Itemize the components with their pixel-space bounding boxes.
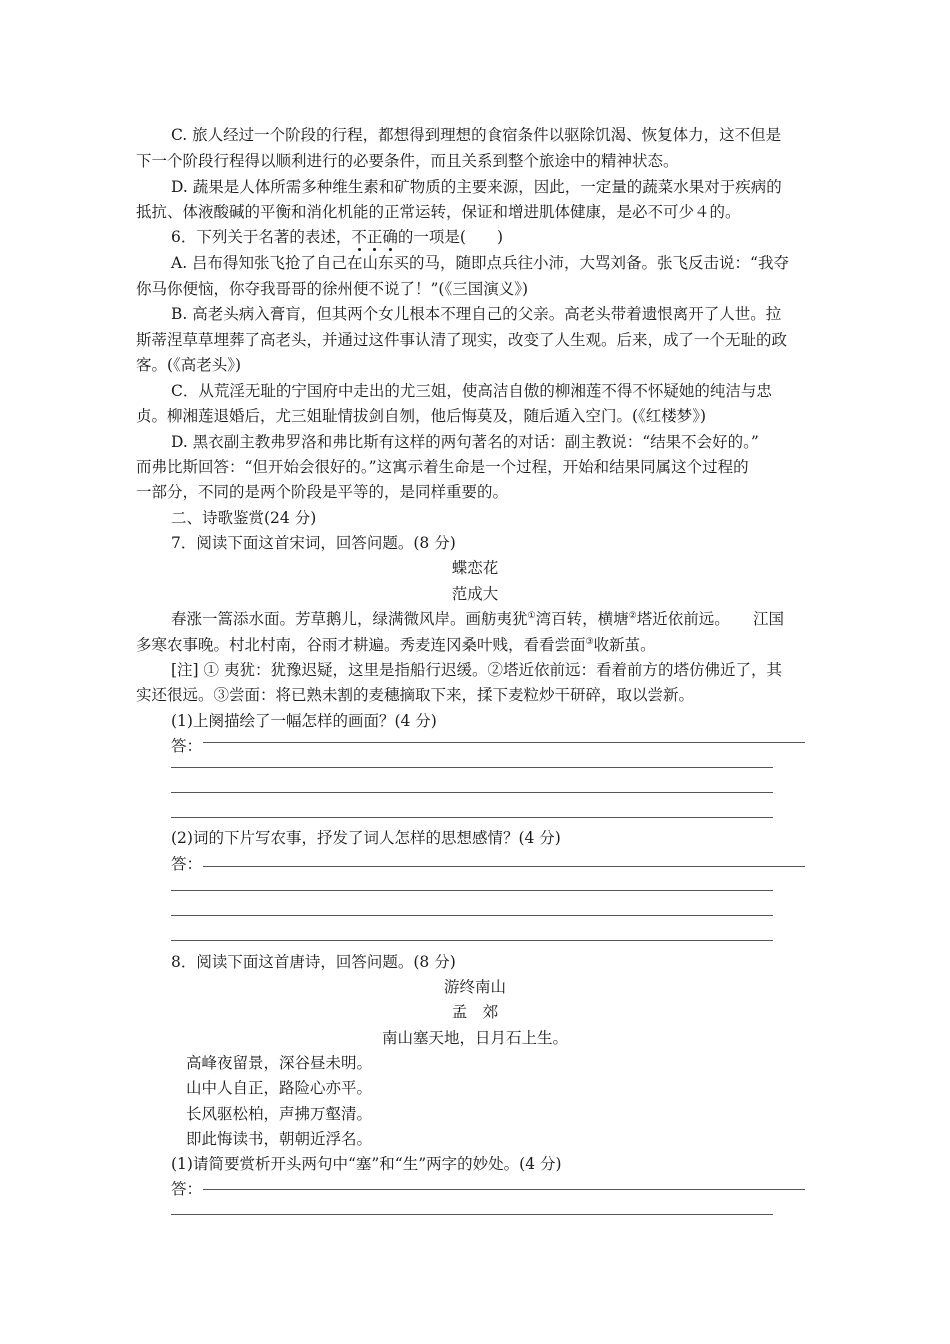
q7-note-line2: 实还很远。③尝面：将已熟未割的麦穗摘取下来，揉下麦粒炒干研碎，取以尝新。 [136, 686, 695, 704]
answer-line[interactable] [171, 940, 773, 941]
q7-poem-line1 [171, 608, 784, 630]
answer-line[interactable] [171, 915, 773, 916]
q5-option-c-line2: 下一个阶段行程得以顺利进行的必要条件，而且关系到整个旅途中的精神状态。 [136, 152, 679, 170]
q8-sub1: (1)请简要赏析开头两句中“塞”和“生”两字的妙处。(4 分) [171, 1155, 562, 1173]
q7-poem-line2 [136, 634, 656, 656]
q7-poem-author: 范成大 [451, 585, 499, 603]
q8-poem-line4: 长风驱松柏，声拂万壑清。 [186, 1105, 373, 1123]
q7-poem-line2-b: 收新茧。 [593, 636, 656, 654]
q6-stem-before: 6．下列关于名著的表述， [171, 228, 352, 246]
note-marker-2: ② [628, 611, 637, 621]
q6-option-a-line1: A. 吕布得知张飞抢了自己在山东买的马，随即点兵往小沛，大骂刘备。张飞反击说：“我夺 [171, 254, 789, 272]
section-heading-poetry: 二、诗歌鉴赏(24 分) [171, 509, 317, 527]
q7-stem: 7．阅读下面这首宋词，回答问题。(8 分) [171, 534, 456, 552]
q6-option-b-line1: B. 高老头病入膏肓，但其两个女儿根本不理自己的父亲。高老头带着遗恨离开了人世。拉 [171, 305, 782, 323]
q8-stem: 8．阅读下面这首唐诗，回答问题。(8 分) [171, 953, 456, 971]
q8-poem-title: 游终南山 [443, 978, 506, 996]
answer-label: 答： [171, 737, 203, 755]
q6-stem [171, 226, 503, 248]
note-marker-3: ③ [585, 637, 594, 647]
answer-line[interactable] [171, 1214, 773, 1215]
answer-label: 答： [171, 1180, 203, 1198]
q7-sub2: (2)词的下片写农事，抒发了词人怎样的思想感情？(4 分) [171, 829, 561, 847]
q7-poem-title: 蝶恋花 [451, 559, 499, 577]
q8-poem-line3: 山中人自正，路险心亦平。 [186, 1079, 373, 1097]
q7-sub1: (1)上阕描绘了一幅怎样的画面？(4 分) [171, 712, 437, 730]
q7-poem-line1-c: 塔近依前远。 江国 [636, 610, 784, 628]
q5-option-c-line1: C. 旅人经过一个阶段的行程，都想得到理想的食宿条件以驱除饥渴、恢复体力，这不但是 [171, 126, 782, 144]
q5-option-d-line2: 抵抗、体液酸碱的平衡和消化机能的正常运转，保证和增进肌体健康，是必不可少４的。 [136, 203, 741, 221]
q6-option-c-line2: 贞。柳湘莲退婚后，尤三姐耻情拔剑自刎，他后悔莫及，随后遁入空门。(《红楼梦》) [136, 407, 707, 425]
q6-option-a-line2: 你马你便恼，你夺我哥哥的徐州便不说了！”(《三国演义》) [136, 280, 529, 298]
emphasis-dot-char: 正 [366, 228, 383, 246]
q8-poem-line2: 高峰夜留景，深谷昼未明。 [186, 1054, 373, 1072]
answer-line[interactable] [171, 890, 773, 891]
answer-line[interactable] [203, 866, 805, 867]
q8-poem-author: 孟 郊 [451, 1003, 499, 1021]
q6-stem-after: 的一项是( ) [397, 228, 504, 246]
q7-note-line1: [注] ① 夷犹：犹豫迟疑，这里是指船行迟缓。②塔近依前远：看着前方的塔仿佛近了，其 [171, 661, 782, 679]
q7-poem-line2-a: 多寒农事晚。村北村南，谷雨才耕遍。秀麦连冈桑叶贱，看看尝面 [136, 636, 586, 654]
q6-option-b-line2: 斯蒂涅草草埋葬了高老头，并通过这件事认清了现实，改变了人生观。后来，成了一个无耻的政 [136, 331, 788, 349]
answer-line[interactable] [203, 1189, 805, 1190]
q6-option-d-line1: D. 黑衣副主教弗罗洛和弗比斯有这样的两句著名的对话：副主教说：“结果不会好的。” [171, 433, 759, 451]
q7-poem-line1-a: 春涨一篙添水面。芳草鹅儿，绿满微风岸。画舫夷犹 [171, 610, 528, 628]
q6-option-c-line1: C．从荒淫无耻的宁国府中走出的尤三姐，使高洁自傲的柳湘莲不得不怀疑她的纯洁与忠 [171, 382, 772, 400]
answer-line[interactable] [203, 742, 805, 743]
answer-line[interactable] [171, 767, 773, 768]
answer-label: 答： [171, 855, 203, 873]
q6-option-d-line3: 一部分，不同的是两个阶段是平等的，是同样重要的。 [136, 483, 509, 501]
emphasis-dot-char: 确 [382, 228, 398, 246]
q7-poem-line1-b: 湾百转，横塘 [535, 610, 629, 628]
answer-line[interactable] [171, 817, 773, 818]
q6-option-b-line3: 客。(《高老头》) [136, 356, 242, 374]
q8-poem-line1: 南山塞天地，日月石上生。 [381, 1029, 568, 1047]
emphasis-dot-char: 不 [351, 228, 367, 246]
q8-poem-line5: 即此悔读书，朝朝近浮名。 [186, 1130, 373, 1148]
q6-option-d-line2: 而弗比斯回答：“但开始会很好的。”这寓示着生命是一个过程，开始和结果同属这个过程的 [136, 458, 749, 476]
note-marker-1: ① [527, 611, 536, 621]
answer-line[interactable] [171, 792, 773, 793]
q5-option-d-line1: D. 蔬果是人体所需多种维生素和矿物质的主要来源，因此，一定量的蔬菜水果对于疾病的 [171, 178, 782, 196]
